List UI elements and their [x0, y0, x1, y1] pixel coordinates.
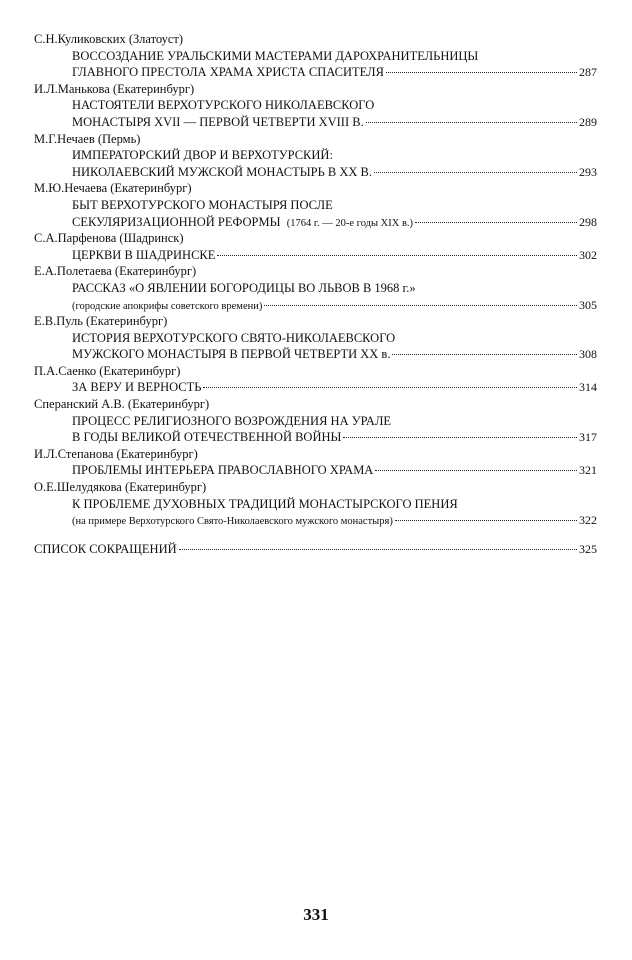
- entry-page-number: 298: [579, 214, 597, 229]
- entry-page-number: 293: [579, 164, 597, 179]
- dot-leader: [375, 470, 577, 471]
- toc-entry[interactable]: [34, 230, 597, 263]
- abbreviations-page: 325: [579, 541, 597, 556]
- entry-page-number: 321: [579, 463, 597, 478]
- entry-title-last-line: [34, 346, 597, 363]
- entry-page-number: 322: [579, 513, 597, 528]
- entry-page-number: 287: [579, 65, 597, 80]
- toc-entry[interactable]: [34, 313, 597, 363]
- entry-title-last-line: [34, 462, 597, 479]
- entry-title-main: СЕКУЛЯРИЗАЦИОННОЙ РЕФОРМЫ: [72, 214, 281, 229]
- entry-title-main: ЗА ВЕРУ И ВЕРНОСТЬ: [72, 380, 202, 395]
- entry-title-line: РАССКАЗ «О ЯВЛЕНИИ БОГОРОДИЦЫ ВО ЛЬВОВ В 1968 г.»: [72, 280, 416, 295]
- entry-title-line: ВОССОЗДАНИЕ УРАЛЬСКИМИ МАСТЕРАМИ ДАРОХРАНИТЕЛЬНИЦЫ: [72, 48, 479, 63]
- toc-entry[interactable]: [34, 31, 597, 81]
- entry-title-main: ГЛАВНОГО ПРЕСТОЛА ХРАМА ХРИСТА СПАСИТЕЛЯ: [72, 65, 384, 80]
- entry-author: И.Л.Манькова (Екатеринбург): [34, 81, 195, 96]
- entry-author: М.Г.Нечаев (Пермь): [34, 131, 141, 146]
- dot-leader: [374, 172, 577, 173]
- entry-title-last-line: [34, 429, 597, 446]
- dot-leader: [415, 222, 577, 223]
- entry-title-line: ПРОЦЕСС РЕЛИГИОЗНОГО ВОЗРОЖДЕНИЯ НА УРАЛЕ: [72, 413, 392, 428]
- entry-title-main: МУЖСКОГО МОНАСТЫРЯ В ПЕРВОЙ ЧЕТВЕРТИ XX в.: [72, 347, 391, 362]
- entry-title-text: [72, 164, 372, 181]
- entry-title-last-line: [34, 297, 597, 314]
- dot-leader: [343, 437, 577, 438]
- dot-leader: [264, 305, 577, 306]
- toc-entry[interactable]: [34, 131, 597, 181]
- entry-author: П.А.Саенко (Екатеринбург): [34, 363, 181, 378]
- entry-title-main: МОНАСТЫРЯ XVII — ПЕРВОЙ ЧЕТВЕРТИ XVIII В.: [72, 114, 364, 129]
- entry-author: Е.А.Полетаева (Екатеринбург): [34, 264, 197, 279]
- toc-entries: [34, 31, 597, 529]
- entry-title-last-line: [34, 164, 597, 181]
- entry-title-main: НИКОЛАЕВСКИЙ МУЖСКОЙ МОНАСТЫРЬ В XX В.: [72, 164, 373, 179]
- toc-entry[interactable]: [34, 363, 597, 396]
- entry-title-line: НАСТОЯТЕЛИ ВЕРХОТУРСКОГО НИКОЛАЕВСКОГО: [72, 98, 375, 113]
- dot-leader: [392, 354, 577, 355]
- entry-title-last-line: [34, 64, 597, 81]
- dot-leader: [395, 520, 577, 521]
- entry-title-last-line: [34, 214, 597, 231]
- entry-author: О.Е.Шелудякова (Екатеринбург): [34, 480, 207, 495]
- entry-title-text: [72, 247, 215, 264]
- abbreviations-label: СПИСОК СОКРАЩЕНИЙ: [34, 541, 177, 556]
- entry-title-text: [72, 114, 364, 131]
- dot-leader: [386, 72, 577, 73]
- entry-title-text: [72, 429, 341, 446]
- entry-author: С.Н.Куликовских (Златоуст): [34, 32, 184, 46]
- entry-subtitle: (на примере Верхотурского Свято-Николаевского мужского монастыря): [72, 516, 393, 528]
- entry-title-last-line: [34, 512, 597, 529]
- entry-author: Сперанский А.В. (Екатеринбург): [34, 397, 210, 412]
- toc-entry[interactable]: [34, 263, 597, 313]
- entry-author: С.А.Парфенова (Шадринск): [34, 231, 184, 246]
- entry-title-text: [72, 64, 384, 81]
- entry-title-line: БЫТ ВЕРХОТУРСКОГО МОНАСТЫРЯ ПОСЛЕ: [72, 197, 333, 212]
- entry-title-main: ПРОБЛЕМЫ ИНТЕРЬЕРА ПРАВОСЛАВНОГО ХРАМА: [72, 463, 374, 478]
- entry-subtitle: (1764 г. — 20-е годы XIX в.): [286, 217, 414, 229]
- entry-page-number: 302: [579, 247, 597, 262]
- toc-abbreviations[interactable]: [34, 541, 597, 558]
- entry-page-number: 289: [579, 114, 597, 129]
- dot-leader: [366, 122, 577, 123]
- entry-title-text: [72, 346, 390, 363]
- page-number: 331: [303, 905, 329, 924]
- entry-title-line: ИСТОРИЯ ВЕРХОТУРСКОГО СВЯТО-НИКОЛАЕВСКОГО: [72, 330, 396, 345]
- toc-entry[interactable]: [34, 180, 597, 230]
- dot-leader: [217, 255, 577, 256]
- entry-page-number: 314: [579, 380, 597, 395]
- entry-title-line: К ПРОБЛЕМЕ ДУХОВНЫХ ТРАДИЦИЙ МОНАСТЫРСКОГО ПЕНИЯ: [72, 496, 458, 511]
- toc-entry[interactable]: [34, 81, 597, 131]
- dot-leader: [179, 549, 577, 550]
- entry-page-number: 317: [579, 430, 597, 445]
- entry-title-main: ЦЕРКВИ В ШАДРИНСКЕ: [72, 247, 216, 262]
- dot-leader: [203, 387, 577, 388]
- toc-entry[interactable]: [34, 396, 597, 446]
- entry-page-number: 305: [579, 297, 597, 312]
- entry-title-text: [72, 512, 393, 531]
- entry-title-text: [72, 379, 201, 396]
- entry-subtitle: (городские апокрифы советского времени): [72, 300, 263, 312]
- toc-entry[interactable]: [34, 446, 597, 479]
- entry-author: М.Ю.Нечаева (Екатеринбург): [34, 181, 192, 196]
- entry-title-text: [72, 462, 373, 479]
- entry-title-last-line: [34, 114, 597, 131]
- toc-entry[interactable]: [34, 479, 597, 529]
- entry-title-main: В ГОДЫ ВЕЛИКОЙ ОТЕЧЕСТВЕННОЙ ВОЙНЫ: [72, 430, 342, 445]
- entry-title-last-line: [34, 379, 597, 396]
- entry-author: И.Л.Степанова (Екатеринбург): [34, 446, 198, 461]
- entry-page-number: 308: [579, 347, 597, 362]
- entry-title-last-line: [34, 247, 597, 264]
- entry-title-line: ИМПЕРАТОРСКИЙ ДВОР И ВЕРХОТУРСКИЙ:: [72, 148, 333, 163]
- entry-author: Е.В.Пуль (Екатеринбург): [34, 314, 168, 329]
- table-of-contents: [34, 31, 597, 557]
